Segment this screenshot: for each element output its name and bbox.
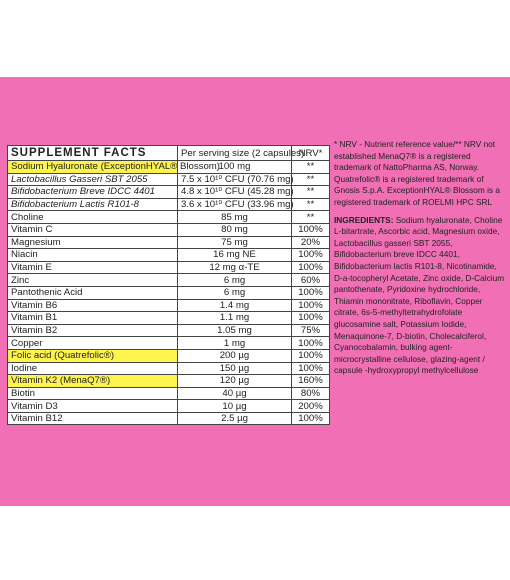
nutrient-name: Vitamin B6 <box>8 299 178 312</box>
nutrient-name: Niacin <box>8 249 178 262</box>
nutrient-name: Vitamin K2 (MenaQ7®) <box>8 375 178 388</box>
nutrient-nrv: 100% <box>292 312 330 325</box>
nutrient-amount: 40 µg <box>178 387 292 400</box>
table-row <box>8 161 330 174</box>
nutrient-amount: 80 mg <box>178 223 292 236</box>
table-row <box>8 299 330 312</box>
ingredients-text: Sodium hyaluronate, Choline L-bitartrate, Ascorbic acid, Magnesium oxide, Lactobacillus gasseri SBT 2055, Bifidobacterium breve IDCC 4401, Bifidobacterium lactis R101-8, Nicotinamide, D-a-tocopheryl Acetate, Zinc oxide, D-Calcium pantothenate, Pyridoxine hydrochloride, Thiamin mononitrate, Riboflavin, Copper citrate, 6s-5-methyltetrahydrofolate glucosamine salt, Potassium Iodide, Menaquinone-7, D-biotin, Cholecalciferol, Cyanocobalamin, bulking agent- microcrystalline cellulose, glazing-agent / capsule -hydroxypropyl methylcellulose <box>334 214 505 376</box>
nutrient-amount: 6 mg <box>178 286 292 299</box>
nutrient-amount: 2.5 µg <box>178 412 292 425</box>
nutrient-nrv: 100% <box>292 249 330 262</box>
table-header-row <box>8 146 330 161</box>
nutrient-name: Lactobacillus Gasseri SBT 2055 <box>8 173 178 186</box>
nutrient-name: Bifidobacterium Lactis R101-8 <box>8 198 178 211</box>
serving-column-header: Per serving size (2 capsules) <box>178 146 292 161</box>
table-row <box>8 286 330 299</box>
table-row <box>8 274 330 287</box>
table-row <box>8 223 330 236</box>
nutrient-name: Vitamin C <box>8 223 178 236</box>
nutrient-nrv: ** <box>292 198 330 211</box>
table-row <box>8 261 330 274</box>
table-row <box>8 173 330 186</box>
nutrient-nrv: 100% <box>292 412 330 425</box>
nutrient-nrv: 80% <box>292 387 330 400</box>
ingredients-label: INGREDIENTS: <box>334 214 394 225</box>
nutrient-nrv: 75% <box>292 324 330 337</box>
nutrient-name: Iodine <box>8 362 178 375</box>
nutrient-nrv: 200% <box>292 400 330 413</box>
nutrient-name: Vitamin B12 <box>8 412 178 425</box>
nutrient-nrv: 100% <box>292 286 330 299</box>
table-row <box>8 236 330 249</box>
nutrient-name: Copper <box>8 337 178 350</box>
nutrient-amount: 120 µg <box>178 375 292 388</box>
nutrient-name: Pantothenic Acid <box>8 286 178 299</box>
nutrient-name: Folic acid (Quatrefolic®) <box>8 349 178 362</box>
nutrient-nrv: ** <box>292 173 330 186</box>
nutrient-amount: 4.8 x 10¹⁰ CFU (45.28 mg) <box>178 186 292 199</box>
table-row <box>8 324 330 337</box>
nutrient-name: Magnesium <box>8 236 178 249</box>
table-row <box>8 375 330 388</box>
nutrient-nrv: 100% <box>292 337 330 350</box>
table-row <box>8 211 330 224</box>
table-row <box>8 198 330 211</box>
nutrient-name: Zinc <box>8 274 178 287</box>
nutrient-amount: 1.05 mg <box>178 324 292 337</box>
nutrient-nrv: 60% <box>292 274 330 287</box>
nutrient-amount: 7.5 x 10¹⁰ CFU (70.76 mg) <box>178 173 292 186</box>
nutrient-nrv: 100% <box>292 349 330 362</box>
nutrient-amount: 1.4 mg <box>178 299 292 312</box>
table-row <box>8 312 330 325</box>
nutrient-name: Vitamin D3 <box>8 400 178 413</box>
supplement-facts-table <box>7 145 330 425</box>
nutrient-name: Biotin <box>8 387 178 400</box>
nutrient-name: Sodium Hyaluronate (ExceptionHYAL® Blossom) <box>8 161 178 174</box>
nutrient-amount: 200 µg <box>178 349 292 362</box>
nutrient-amount: 75 mg <box>178 236 292 249</box>
table-row <box>8 249 330 262</box>
nutrient-nrv: 100% <box>292 299 330 312</box>
nutrient-amount: 16 mg NE <box>178 249 292 262</box>
nutrient-nrv: 20% <box>292 236 330 249</box>
nutrient-amount: 10 µg <box>178 400 292 413</box>
label-notes <box>334 139 506 383</box>
nrv-trademark-note: * NRV - Nutrient reference value/** NRV not established MenaQ7® is a registered trademark of NattoPharma AS, Norway. Quatrefolic® is a registered trademark of Gnosis S.p.A. ExceptionHYAL® Blossom is a registered trademark of ROELMI HPC SRL <box>334 139 500 207</box>
nutrient-amount: 100 mg <box>178 161 292 174</box>
nutrient-nrv: ** <box>292 161 330 174</box>
table-row <box>8 400 330 413</box>
ingredients-paragraph <box>334 215 506 377</box>
table-row <box>8 349 330 362</box>
table-row <box>8 186 330 199</box>
nrv-column-header: NRV* <box>292 146 330 161</box>
nutrient-amount: 1 mg <box>178 337 292 350</box>
nutrient-nrv: 100% <box>292 223 330 236</box>
nutrient-name: Choline <box>8 211 178 224</box>
table-row <box>8 337 330 350</box>
nutrient-nrv: 160% <box>292 375 330 388</box>
table-title: SUPPLEMENT FACTS <box>8 146 178 161</box>
nutrient-name: Vitamin B1 <box>8 312 178 325</box>
nutrient-nrv: 100% <box>292 261 330 274</box>
nutrient-name: Vitamin B2 <box>8 324 178 337</box>
nutrient-amount: 3.6 x 10¹⁰ CFU (33.96 mg) <box>178 198 292 211</box>
nutrient-amount: 85 mg <box>178 211 292 224</box>
nutrient-amount: 1.1 mg <box>178 312 292 325</box>
nutrient-amount: 6 mg <box>178 274 292 287</box>
table-row <box>8 387 330 400</box>
nutrient-amount: 12 mg α-TE <box>178 261 292 274</box>
nutrient-amount: 150 µg <box>178 362 292 375</box>
nutrient-nrv: ** <box>292 211 330 224</box>
nutrient-name: Vitamin E <box>8 261 178 274</box>
nutrient-name: Bifidobacterium Breve IDCC 4401 <box>8 186 178 199</box>
nutrient-nrv: ** <box>292 186 330 199</box>
nutrient-nrv: 100% <box>292 362 330 375</box>
table-row <box>8 412 330 425</box>
table-row <box>8 362 330 375</box>
